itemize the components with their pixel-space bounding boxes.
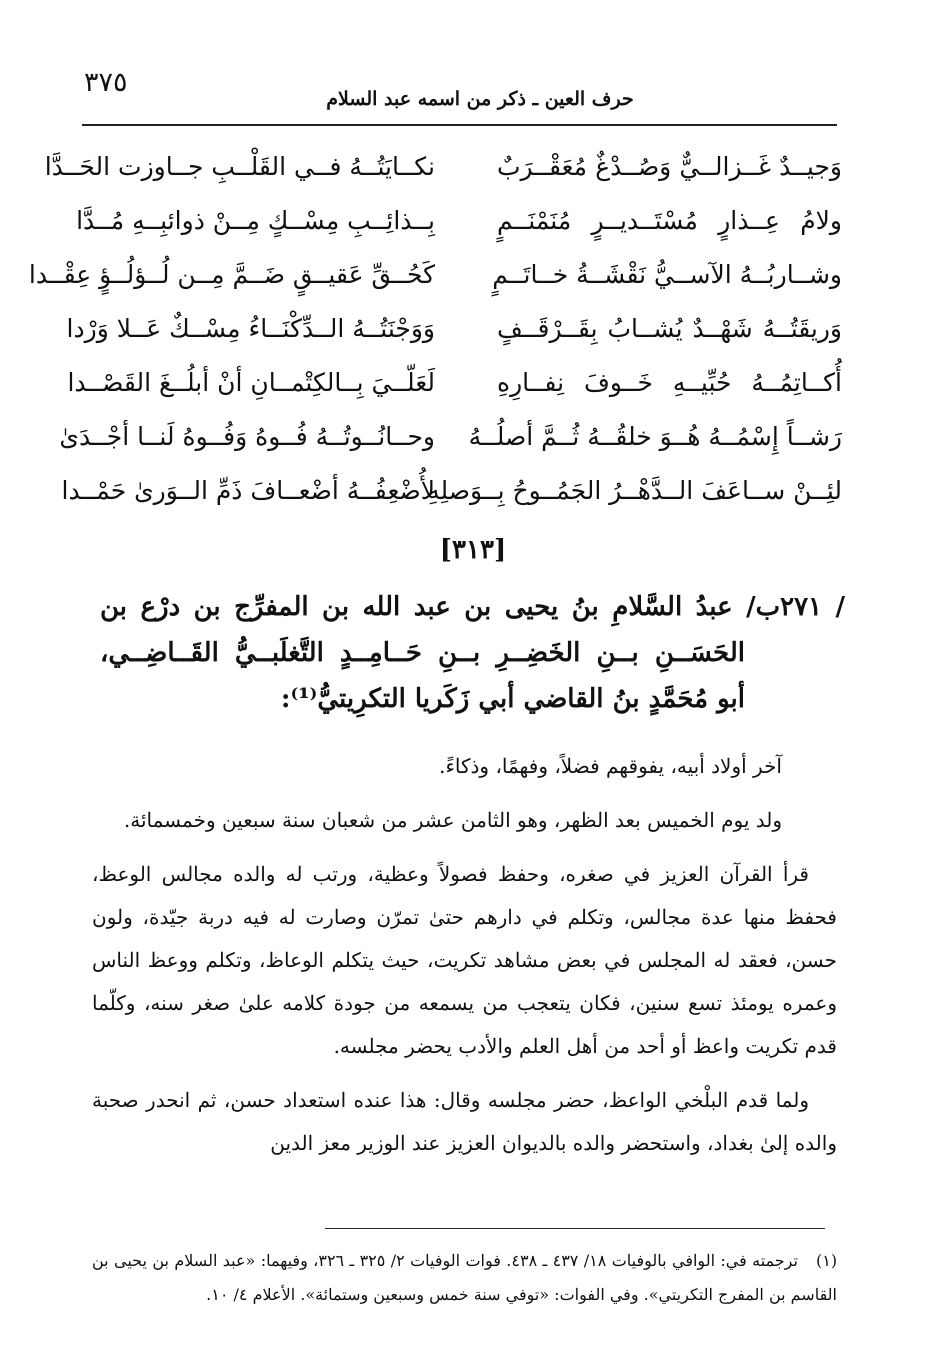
footnote-marker: (١)	[815, 1251, 838, 1270]
footnote-rule	[325, 1228, 825, 1229]
page-number: ٣٧٥	[84, 67, 128, 98]
verse-first-hemistich: أُكــاتِمُــهُ حُبِّيــهِ خَــوفَ نِفــارِهِ	[497, 368, 842, 397]
body-text	[92, 745, 837, 1176]
verse-row	[76, 196, 842, 246]
entry-number: [٣١٣]	[439, 535, 507, 565]
verse-second-hemistich: كَحُــقِّ عَقيــقٍ ضَــمَّ مِــن لُــؤلُــؤٍ عِقْــدا	[28, 260, 435, 289]
verse-second-hemistich: وحــانُــوتُــهُ فُــوهُ وَفُــوهُ لَنــا أجْــدَىٰ	[59, 422, 435, 451]
entry-heading-line: أبو مُحَمَّدٍ بنُ القاضي أبي زَكَريا التكرِيتيُّ⁽¹⁾:	[280, 684, 745, 714]
body-paragraph: قرأ القرآن العزيز في صغره، وحفظ فصولاً وعظية، ورتب له والده مجالس الوعظ، فحفظ منها عدة مجالس، وتكلم في دارهم حتىٰ تمرّن وصارت له فيه دربة جيّدة، ولون حسن، فعقد له المجلس في بعض مشاهد تكريت، حيث يتكلم الوعاظ، وتكلم ووعظ الناس وعمره يومئذ تسع سنين، فكان يتعجب من يسمعه من جودة كلامه علىٰ صغر سنه، وكلّما قدم تكريت واعظ أو أحد من أهل العلم والأدب يحضر مجلسه.	[92, 862, 837, 1058]
verse-second-hemistich: لأُضْعِفُــهُ أضْعــافَ ذَمِّ الــوَرىٰ حَمْــدا	[61, 476, 435, 505]
verse-first-hemistich: وشــاربُــهُ الآســيُّ نَقْشَــةُ خــاتَــمٍ	[492, 260, 842, 289]
verse-first-hemistich: وَريقَتُــهُ شَهْــدٌ يُشــابُ بِقَــرْقَــفٍ	[497, 314, 842, 343]
entry-heading-line: الحَسَــنِ بــنِ الخَضِــرِ بــنِ حَــامِــدٍ التَّغلَبــيُّ القَــاضِــي،	[100, 638, 745, 668]
verse-first-hemistich: وَجيــدٌ غَــزالــيٌّ وَصُــدْغٌ مُعَقْــرَبٌ	[497, 152, 842, 181]
body-paragraph: ولما قدم البلْخي الواعظ، حضر مجلسه وقال: هذا عنده استعداد حسن، ثم انحدر صحبة والده إلىٰ بغداد، واستحضر والده بالديوان العزيز عند الوزير معز الدين	[92, 1088, 837, 1155]
verse-first-hemistich: ولامُ عِــذارٍ مُسْتَــديــرٍ مُنَمْنَــمٍ	[497, 206, 842, 235]
body-paragraph: آخر أولاد أبيه، يفوقهم فضلاً، وفهمًا، وذكاءً.	[439, 754, 782, 778]
verse-second-hemistich: نكــايَتُــهُ فــي القَلْــبِ جــاوزت الحَــدَّا	[44, 152, 435, 181]
verse-row	[59, 412, 842, 462]
verse-first-hemistich: لئِــنْ ســاعَفَ الــدَّهْــرُ الجَمُــوحُ بِــوَصلِهِ	[427, 476, 842, 505]
verse-row	[28, 250, 842, 300]
verse-row	[67, 358, 842, 408]
footnote-text: ترجمته في: الوافي بالوفيات ١٨/ ٤٣٧ ـ ٤٣٨. فوات الوفيات ٢/ ٣٢٥ ـ ٣٢٦، وفيهما: «عبد السلام بن يحيى بن القاسم بن المفرج التكريتي». وفي الفوات: «توفي سنة خمس وسبعين وستمائة». الأعلام ٤/ ١٠.	[92, 1251, 837, 1304]
header-rule	[82, 124, 837, 126]
running-header: حرف العين ـ ذكر من اسمه عبد السلام	[326, 88, 634, 110]
footnote	[92, 1244, 837, 1312]
entry-heading-line: / ٢٧١ب/ عبدُ السَّلامِ بنُ يحيى بن عبد الله بن المفرِّج بن درْع بن	[100, 592, 845, 622]
verse-second-hemistich: بِــذائِــبِ مِسْــكٍ مِــنْ ذوائبِــهِ مُــدَّا	[76, 206, 435, 235]
verse-row	[44, 142, 842, 192]
verse-first-hemistich: رَشــاً إِسْمُــهُ هُــوَ خلقُــهُ ثُــمَّ أصلُــهُ	[468, 422, 842, 451]
entry-heading	[100, 584, 845, 722]
verse-row	[66, 304, 842, 354]
verse-row	[61, 466, 842, 516]
verse-second-hemistich: لَعَلّــيَ بِــالكِتْمــانِ أنْ أبلُــغَ القَصْــدا	[67, 368, 435, 397]
verse-second-hemistich: وَوَجْنَتُــهُ الــدِّكْنَــاءُ مِسْــكٌ عَــلا وَرْدا	[66, 314, 435, 343]
body-paragraph: ولد يوم الخميس بعد الظهر، وهو الثامن عشر من شعبان سنة سبعين وخمسمائة.	[123, 808, 782, 832]
